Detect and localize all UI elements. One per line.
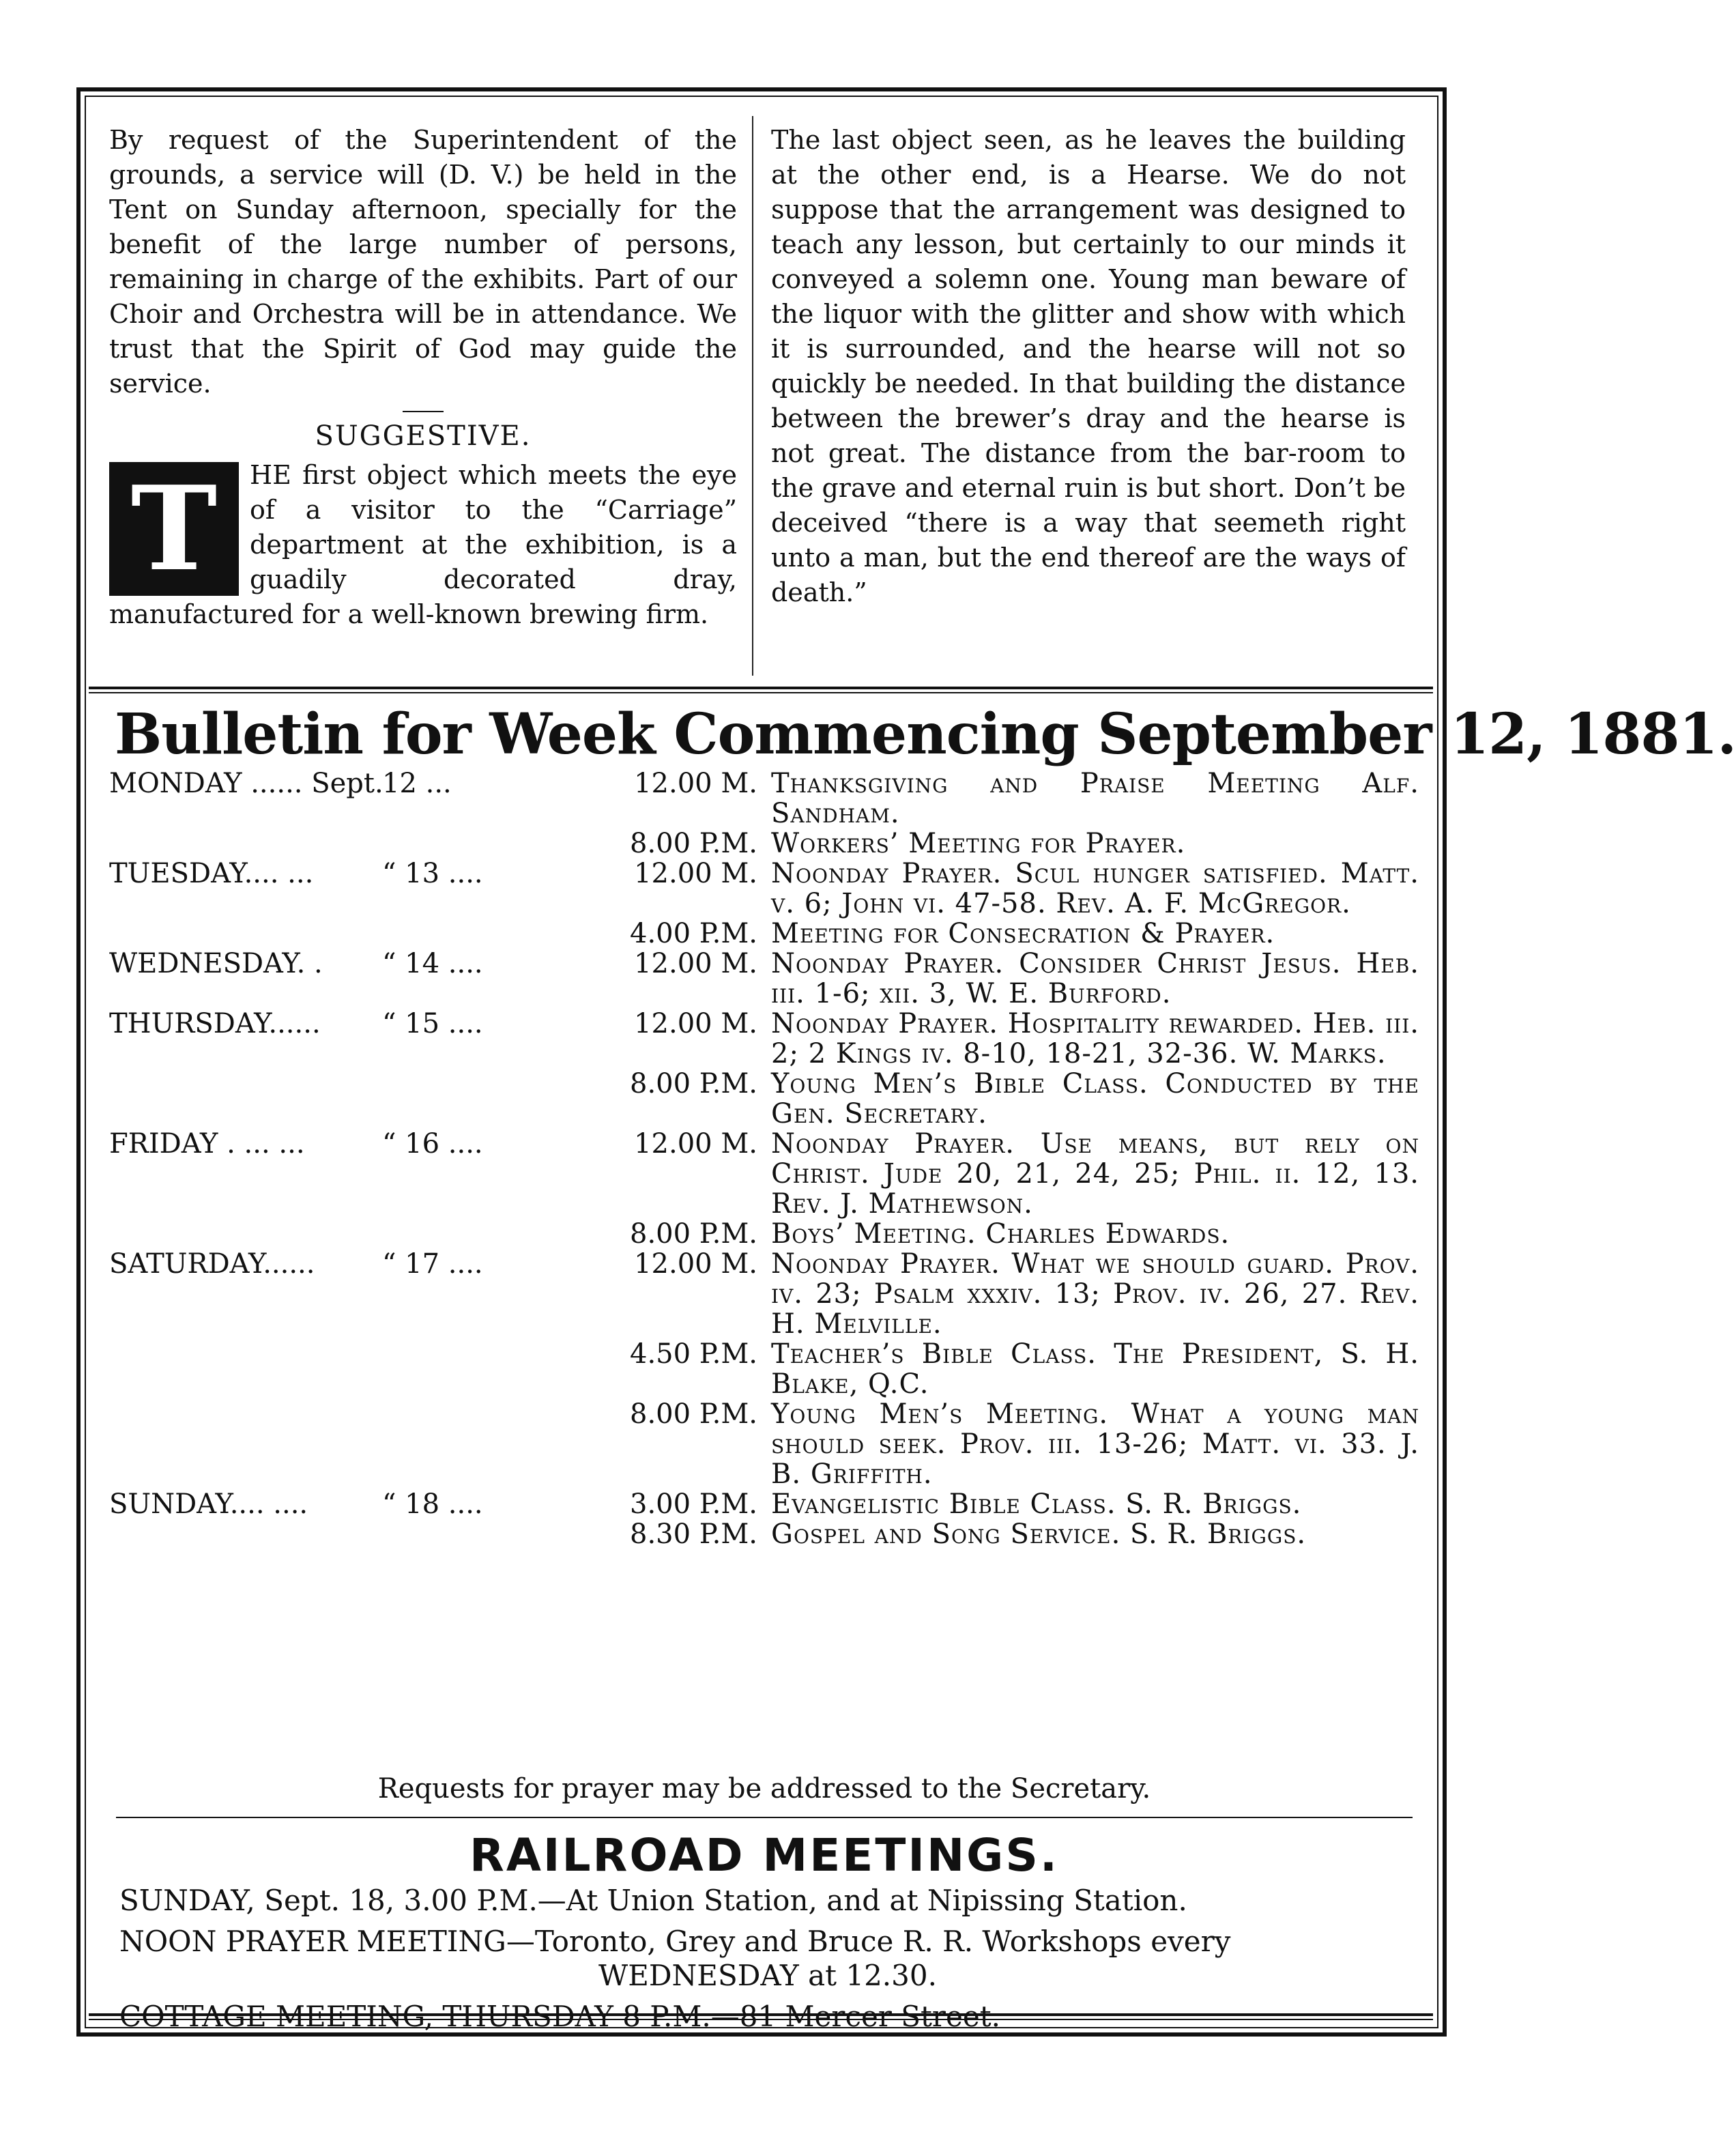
- railroad-title: RAILROAD MEETINGS.: [469, 1829, 1059, 1882]
- schedule-day: SUNDAY.... ....: [109, 1488, 308, 1520]
- schedule-time: 12.00 M.: [634, 948, 757, 979]
- schedule-description: Noonday Prayer. Consider Christ Jesus. Heb. iii. 1-6; xii. 3, W. E. Burford.: [771, 948, 1419, 1009]
- schedule-date: [382, 1219, 457, 1249]
- schedule-date: 12 ...: [382, 768, 452, 799]
- schedule-row: [109, 1519, 1419, 1549]
- schedule-row: [109, 1339, 1419, 1399]
- schedule-description: Noonday Prayer. Use means, but rely on Christ. Jude 20, 21, 24, 25; Phil. ii. 12, 13. Rev. J. Mathewson.: [771, 1128, 1419, 1220]
- schedule-description: Workers’ Meeting for Prayer.: [771, 828, 1186, 859]
- schedule-description: Young Men’s Bible Class. Conducted by the Gen. Secretary.: [771, 1068, 1419, 1130]
- schedule-time: 3.00 P.M.: [630, 1488, 757, 1520]
- suggestive-article: [109, 458, 737, 632]
- schedule-time: 8.00 P.M.: [630, 828, 757, 859]
- schedule-row: [109, 1489, 1419, 1519]
- schedule-day: TUESDAY.... ...: [109, 858, 314, 889]
- schedule-row: [109, 1249, 1419, 1339]
- schedule-day: [109, 919, 382, 949]
- section-rule-top: [89, 687, 1433, 693]
- railroad-noon-prayer: [119, 1925, 1416, 1993]
- schedule-date: [382, 919, 457, 949]
- schedule-description: Evangelistic Bible Class. S. R. Briggs.: [771, 1488, 1302, 1520]
- hearse-article: The last object seen, as he leaves the building at the other end, is a Hearse. We do not suppose that the arrangement was designed to teach any lesson, but certainly to our minds it conveyed a solemn one. Young man beware of the liquor with the glitter and show with which it is surrounded, and the hearse will not so quickly be needed. In that building the distance between the brewer’s dray and the hearse is not great. The distance from the bar-room to the grave and eternal ruin is but short. Don’t be deceived “there is a way that seemeth right unto a man, but the end thereof are the ways of death.”: [771, 125, 1406, 607]
- schedule-row: [109, 1399, 1419, 1489]
- schedule-date: [382, 1519, 457, 1549]
- short-rule: [403, 411, 444, 412]
- right-column: [771, 123, 1406, 610]
- schedule-time: 12.00 M.: [634, 858, 757, 889]
- column-divider: [752, 116, 753, 676]
- schedule-date: “ 18 ....: [382, 1488, 483, 1520]
- schedule-time: 12.00 M.: [634, 768, 757, 799]
- schedule-day: MONDAY ...... Sept.: [109, 768, 384, 799]
- suggestive-heading: SUGGESTIVE.: [315, 420, 532, 452]
- schedule-date: “ 14 ....: [382, 948, 483, 979]
- schedule-description: Noonday Prayer. Scul hunger satisfied. Matt. v. 6; John vi. 47-58. Rev. A. F. McGregor.: [771, 858, 1419, 919]
- ornamental-dropcap: T: [109, 462, 239, 596]
- schedule-description: Boys’ Meeting. Charles Edwards.: [771, 1218, 1230, 1250]
- schedule-time: 8.30 P.M.: [630, 1519, 757, 1550]
- schedule-date: “ 16 ....: [382, 1128, 483, 1160]
- schedule-day: [109, 1519, 382, 1549]
- schedule-time: 12.00 M.: [634, 1128, 757, 1160]
- schedule-description: Teacher’s Bible Class. The President, S. H. Blake, Q.C.: [771, 1338, 1419, 1400]
- suggestive-text: HE first object which meets the eye of a visitor to the “Carriage” department at the exhibition, is a guadily decorated dray, manufactured for a well-known brewing firm.: [109, 460, 737, 629]
- prayer-requests-note: Requests for prayer may be addressed to the Secretary.: [377, 1773, 1151, 1804]
- schedule-day: [109, 1069, 382, 1129]
- section-rule-bottom: [89, 2013, 1433, 2020]
- schedule-time: 4.00 P.M.: [630, 918, 757, 949]
- schedule-row: [109, 1069, 1419, 1129]
- schedule-day: [109, 1399, 382, 1489]
- schedule-time: 8.00 P.M.: [630, 1068, 757, 1099]
- schedule-day: [109, 829, 382, 859]
- bulletin-title: Bulletin for Week Commencing September 12, 1881.: [115, 702, 1736, 767]
- schedule-day: SATURDAY......: [109, 1248, 315, 1280]
- schedule-row: [109, 1219, 1419, 1249]
- schedule-time: 8.00 P.M.: [630, 1218, 757, 1250]
- schedule-row: [109, 919, 1419, 949]
- schedule-day: [109, 1339, 382, 1399]
- schedule-date: “ 13 ....: [382, 858, 483, 889]
- schedule-row: [109, 1009, 1419, 1069]
- schedule-day: WEDNESDAY. .: [109, 948, 323, 979]
- schedule-day: [109, 1219, 382, 1249]
- schedule-description: Noonday Prayer. What we should guard. Prov. iv. 23; Psalm xxxiv. 13; Prov. iv. 26, 27. Rev. H. Melville.: [771, 1248, 1419, 1340]
- schedule-time: 12.00 M.: [634, 1008, 757, 1039]
- schedule-description: Meeting for Consecration & Prayer.: [771, 918, 1275, 949]
- schedule-time: 8.00 P.M.: [630, 1398, 757, 1430]
- schedule-date: [382, 1339, 457, 1399]
- schedule-row: [109, 829, 1419, 859]
- left-column: [109, 123, 737, 632]
- railroad-cottage: COTTAGE MEETING, THURSDAY 8 P.M.—81 Mercer Street.: [119, 2000, 1000, 2033]
- schedule-date: [382, 1069, 457, 1129]
- schedule-row: [109, 768, 1419, 829]
- schedule-description: Thanksgiving and Praise Meeting Alf. Sandham.: [771, 768, 1419, 829]
- schedule-date: “ 15 ....: [382, 1008, 483, 1039]
- schedule-time: 4.50 P.M.: [630, 1338, 757, 1370]
- railroad-noon-line-a: NOON PRAYER MEETING—Toronto, Grey and Bruce R. R. Workshops every: [119, 1925, 1231, 1958]
- service-notice: By request of the Superintendent of the grounds, a service will (D. V.) be held in the Tent on Sunday afternoon, specially for the benefit of the large number of persons, remaining in charge of the exhibits. Part of our Choir and Orchestra will be in attendance. We trust that the Spirit of God may guide the service.: [109, 125, 737, 399]
- schedule-row: [109, 949, 1419, 1009]
- schedule-date: “ 17 ....: [382, 1248, 483, 1280]
- bulletin-schedule: [109, 768, 1419, 1549]
- schedule-row: [109, 1129, 1419, 1219]
- schedule-date: [382, 1399, 457, 1489]
- railroad-rule: [116, 1817, 1413, 1818]
- schedule-time: 12.00 M.: [634, 1248, 757, 1280]
- schedule-description: Noonday Prayer. Hospitality rewarded. Heb. iii. 2; 2 Kings iv. 8-10, 18-21, 32-36. W. Marks.: [771, 1008, 1419, 1069]
- railroad-sunday: SUNDAY, Sept. 18, 3.00 P.M.—At Union Station, and at Nipissing Station.: [119, 1884, 1187, 1917]
- schedule-date: [382, 829, 457, 859]
- schedule-row: [109, 859, 1419, 919]
- schedule-description: Young Men’s Meeting. What a young man should seek. Prov. iii. 13-26; Matt. vi. 33. J. B. Griffith.: [771, 1398, 1419, 1490]
- railroad-noon-line-b: WEDNESDAY at 12.30.: [598, 1959, 937, 1992]
- schedule-day: FRIDAY . ... ...: [109, 1128, 305, 1160]
- schedule-description: Gospel and Song Service. S. R. Briggs.: [771, 1519, 1307, 1550]
- schedule-day: THURSDAY......: [109, 1008, 321, 1039]
